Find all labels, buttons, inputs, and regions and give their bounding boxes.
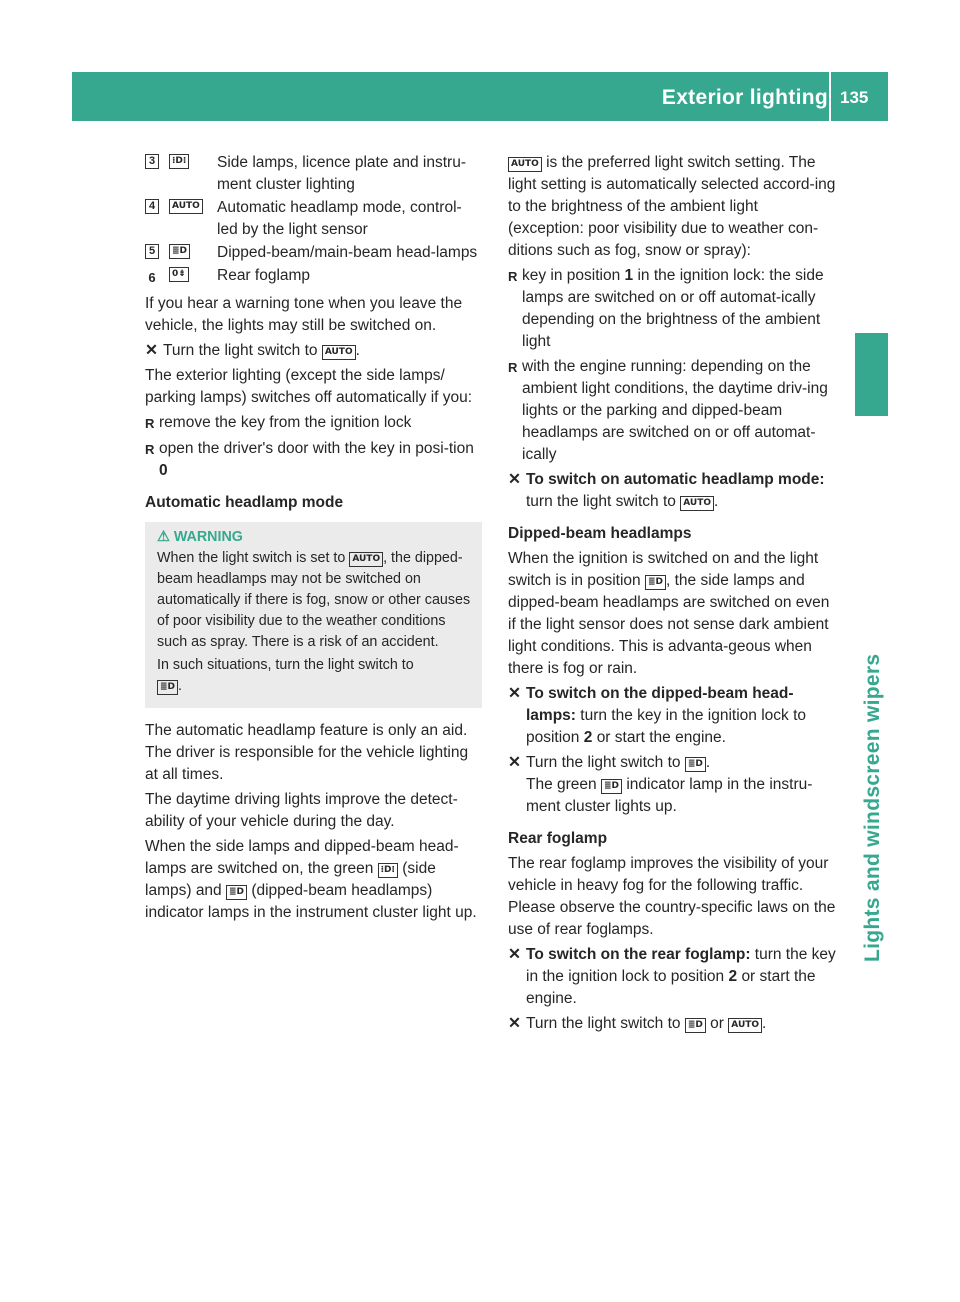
bullet-icon: R: [145, 416, 155, 431]
instruction-step: ✕ Turn the light switch to ≣D or AUTO .: [508, 1013, 836, 1035]
step-marker-icon: ✕: [145, 342, 158, 359]
section-heading: Automatic headlamp mode: [145, 494, 344, 511]
list-item: R open the driver's door with the key in posi-tion 0: [145, 438, 482, 482]
paragraph: If you hear a warning tone when you leave the vehicle, the lights may still be switched on.: [145, 295, 463, 334]
step-marker-icon: ✕: [508, 685, 521, 702]
legend-text: Rear foglamp: [217, 267, 311, 284]
legend-item: [145, 197, 482, 241]
bullet-icon: R: [145, 442, 155, 457]
key-number: 6: [148, 270, 156, 285]
legend-item: [145, 152, 482, 196]
paragraph: AUTO is the preferred light switch setting. The light setting is automatically selected accord-ing to the brightness of the ambient light (exception: poor visibility due to weather con-ditions such as fog, snow or spray):: [508, 154, 836, 259]
page-title: Exterior lighting: [661, 86, 828, 109]
auto-icon: AUTO: [322, 345, 356, 360]
paragraph: The rear foglamp improves the visibility of your vehicle in heavy fog for the following traffic. Please observe the country-specific laws on the use of rear foglamps.: [508, 855, 836, 938]
rear-foglamp-icon: 0⇟: [169, 267, 189, 282]
auto-icon: AUTO: [728, 1018, 762, 1033]
dipped-beam-icon: ≣D: [685, 1018, 706, 1033]
dipped-beam-icon: ≣D: [685, 757, 706, 772]
warning-triangle-icon: ⚠: [157, 529, 170, 545]
key-number: 4: [145, 199, 159, 214]
paragraph: The exterior lighting (except the side lamps/ parking lamps) switches off automatically if you:: [145, 367, 473, 406]
left-column: [145, 152, 482, 927]
auto-icon: AUTO: [349, 552, 383, 567]
auto-icon: AUTO: [508, 157, 542, 172]
instruction-step: ✕ To switch on the rear foglamp: turn the key in the ignition lock to position 2 or start the engine.: [508, 944, 836, 1010]
key-number: 3: [145, 154, 159, 169]
legend-item: [145, 265, 482, 289]
paragraph: When the side lamps and dipped-beam head-lamps are switched on, the green ⁝D⁞ (side lamps) and ≣D (dipped-beam headlamps) indicator lamps in the instrument cluster light up.: [145, 838, 477, 921]
legend-item: [145, 242, 482, 264]
legend-text: Side lamps, licence plate and instru-ment cluster lighting: [217, 154, 466, 193]
step-marker-icon: ✕: [508, 1015, 521, 1032]
step-marker-icon: ✕: [508, 471, 521, 488]
instruction-step: ✕ To switch on automatic headlamp mode: turn the light switch to AUTO .: [508, 469, 836, 513]
right-column: [508, 152, 836, 1038]
instruction-step: ✕ Turn the light switch to ≣D . The green ≣D indicator lamp in the instru-ment cluster lights up.: [508, 752, 836, 818]
dipped-beam-icon: ≣D: [226, 885, 247, 900]
list-item: R remove the key from the ignition lock: [145, 412, 482, 435]
paragraph: When the ignition is switched on and the light switch is in position ≣D , the side lamps and dipped-beam headlamps are switched on even if the light sensor does not sense dark ambient light conditions. This is advanta-geous when there is fog or rain.: [508, 550, 830, 677]
side-lamp-icon: ⁝D⁞: [169, 154, 189, 169]
section-heading: Rear foglamp: [508, 830, 608, 847]
instruction-step: ✕ To switch on the dipped-beam head-lamps: turn the key in the ignition lock to position 2 or start the engine.: [508, 683, 836, 749]
warning-box: ⚠ WARNING When the light switch is set to AUTO , the dipped-beam headlamps may not be switched on automatically if there is fog, snow or other causes of poor visibility due to the weather conditions such as spray. There is a risk of an accident. In such situations, turn the light switch to ≣D .: [145, 522, 482, 708]
auto-icon: AUTO: [169, 199, 203, 214]
dipped-beam-icon: ≣D: [157, 680, 178, 695]
paragraph: The automatic headlamp feature is only an aid. The driver is responsible for the vehicle lighting at all times.: [145, 722, 469, 783]
key-number: 5: [145, 244, 159, 259]
list-item: R with the engine running: depending on the ambient light conditions, the daytime driv-ing lights or the parking and dipped-beam headlamps are switched on or off automat-ically: [508, 356, 836, 466]
legend-text: Dipped-beam/main-beam head-lamps: [217, 244, 478, 261]
section-heading: Dipped-beam headlamps: [508, 525, 692, 542]
page-number: 135: [840, 88, 869, 107]
paragraph: The daytime driving lights improve the detect-ability of your vehicle during the day.: [145, 791, 458, 830]
dipped-beam-icon: ≣D: [645, 575, 666, 590]
dipped-beam-icon: ≣D: [169, 244, 190, 259]
dipped-beam-icon: ≣D: [601, 779, 622, 794]
list-item: R key in position 1 in the ignition lock: the side lamps are switched on or off automat-ically depending on the brightness of the ambient light: [508, 265, 836, 353]
step-marker-icon: ✕: [508, 946, 521, 963]
instruction-step: ✕ Turn the light switch to AUTO .: [145, 340, 482, 362]
bullet-icon: R: [508, 269, 518, 284]
side-tab-block: [855, 333, 888, 416]
step-marker-icon: ✕: [508, 754, 521, 771]
bullet-icon: R: [508, 360, 518, 375]
side-lamp-icon: ⁝D⁞: [378, 863, 398, 878]
legend-text: Automatic headlamp mode, control-led by the light sensor: [217, 199, 462, 238]
warning-title: ⚠ WARNING: [157, 529, 243, 545]
header-divider: [829, 72, 831, 121]
auto-icon: AUTO: [680, 496, 714, 511]
